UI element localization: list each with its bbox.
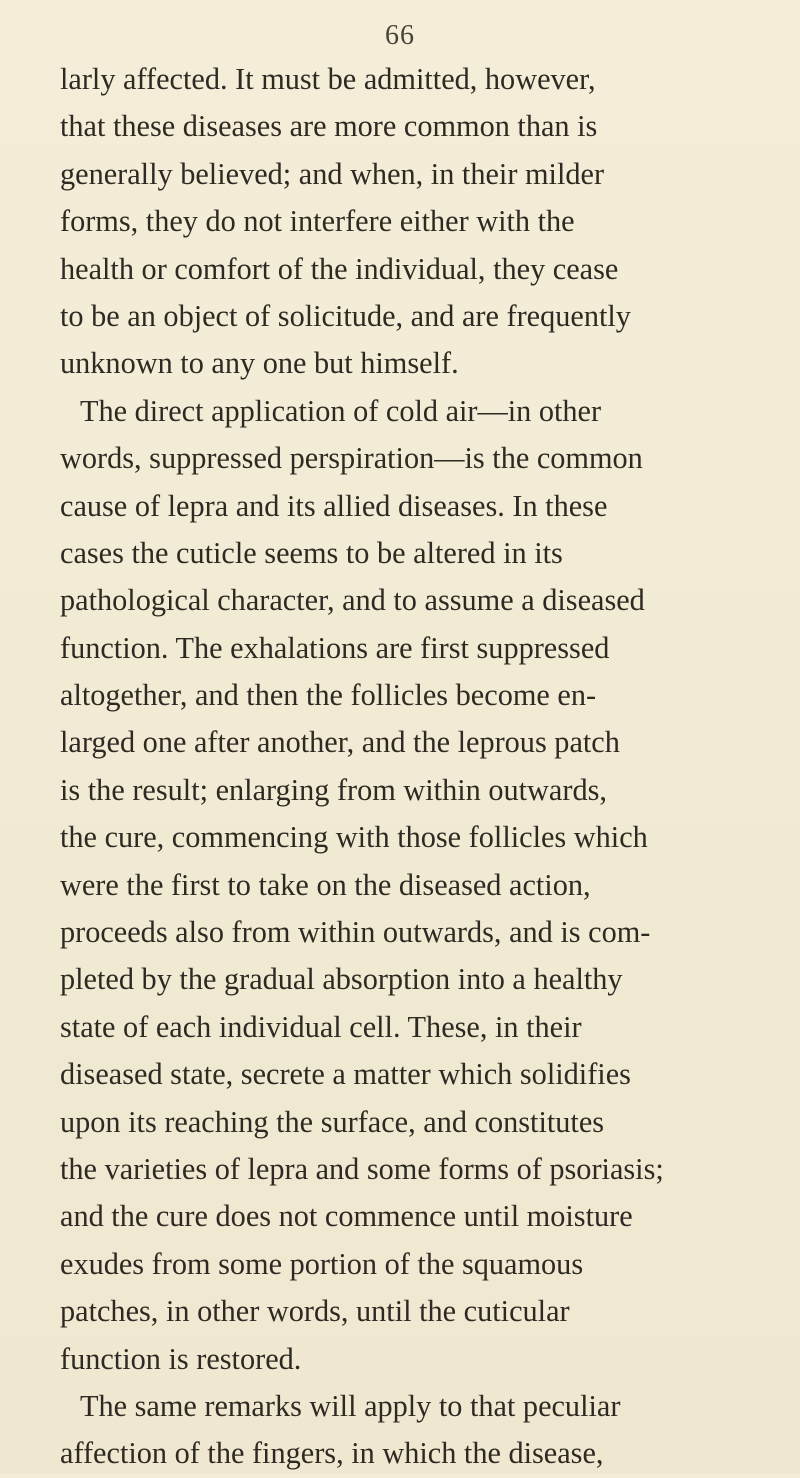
text-line: that these diseases are more common than is bbox=[60, 109, 598, 144]
text-line: to be an object of solicitude, and are frequently bbox=[60, 298, 631, 333]
text-line: patches, in other words, until the cuticular bbox=[60, 1294, 570, 1329]
text-line: and the cure does not commence until moisture bbox=[60, 1199, 633, 1234]
text-line: pleted by the gradual absorption into a healthy bbox=[60, 962, 623, 997]
text-line: the cure, commencing with those follicles which bbox=[60, 820, 648, 855]
text-line: The same remarks will apply to that peculiar bbox=[80, 1388, 621, 1423]
text-line: larly affected. It must be admitted, however, bbox=[60, 62, 596, 96]
text-line: proceeds also from within outwards, and is com- bbox=[60, 915, 651, 950]
body-text bbox=[60, 56, 800, 1478]
text-line: cause of lepra and its allied diseases. In these bbox=[60, 488, 608, 523]
text-line: altogether, and then the follicles become en- bbox=[60, 678, 597, 713]
page-number: 66 bbox=[385, 20, 415, 51]
text-line: generally believed; and when, in their milder bbox=[60, 156, 605, 191]
text-line: function. The exhalations are first suppressed bbox=[60, 630, 610, 665]
text-line: cases the cuticle seems to be altered in its bbox=[60, 535, 563, 570]
text-line: health or comfort of the individual, they cease bbox=[60, 251, 619, 286]
text-line: exudes from some portion of the squamous bbox=[60, 1246, 584, 1281]
text-line: upon its reaching the surface, and constitutes bbox=[60, 1104, 605, 1139]
text-line: diseased state, secrete a matter which solidifies bbox=[60, 1057, 631, 1092]
text-line: pathological character, and to assume a diseased bbox=[60, 583, 645, 618]
text-line: were the first to take on the diseased action, bbox=[60, 867, 591, 902]
text-line: affection of the fingers, in which the disease, bbox=[60, 1436, 604, 1471]
text-line: larged one after another, and the leprous patch bbox=[60, 725, 620, 760]
text-line: forms, they do not interfere either with the bbox=[60, 204, 575, 239]
text-line: function is restored. bbox=[60, 1341, 302, 1376]
text-line: state of each individual cell. These, in their bbox=[60, 1009, 582, 1044]
text-line: words, suppressed perspiration—is the common bbox=[60, 441, 643, 476]
text-line: The direct application of cold air—in other bbox=[80, 393, 602, 428]
text-line: is the result; enlarging from within outwards, bbox=[60, 772, 607, 807]
text-line: the varieties of lepra and some forms of psoriasis; bbox=[60, 1151, 664, 1186]
text-line: unknown to any one but himself. bbox=[60, 346, 459, 381]
